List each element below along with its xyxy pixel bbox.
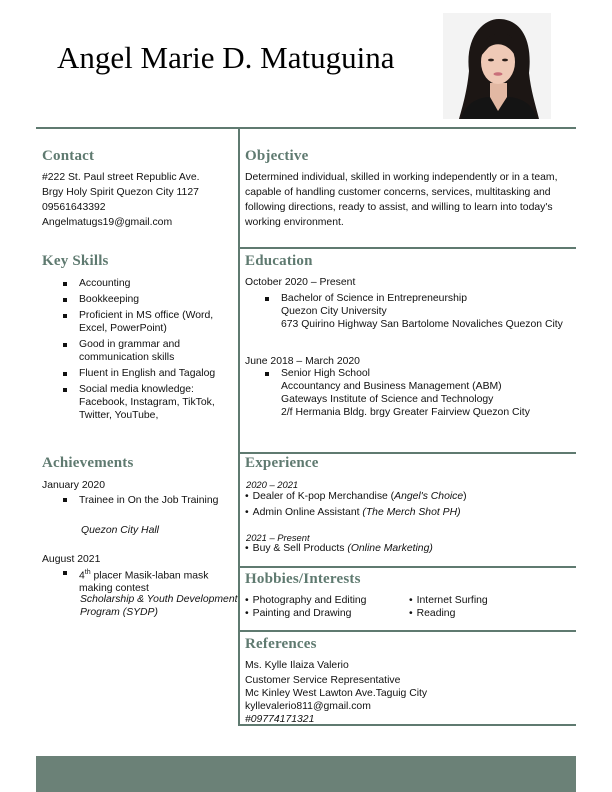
hobby-item: • Painting and Drawing: [245, 607, 366, 620]
profile-photo: [443, 13, 551, 119]
experience-heading: Experience: [245, 455, 319, 471]
achievement-1-title: Trainee in On the Job Training: [79, 493, 229, 508]
objective-text: Determined individual, skilled in working independently or in a team, capable of handling customer concerns, services, multitasking and following directions, ready to assist, and willing to learn into today's working environment.: [245, 172, 558, 228]
skill-item: Good in grammar and communication skills: [79, 338, 235, 364]
contact-phone: 09561643392: [42, 202, 106, 213]
education-1: [281, 292, 571, 331]
experience-1-job-1: • Dealer of K-pop Merchandise (Angel's Choice): [245, 489, 575, 504]
experience-1-date: 2020 – 2021: [246, 479, 299, 490]
education-1-date: October 2020 – Present: [245, 277, 356, 288]
contact-address-line1: #222 St. Paul street Republic Ave.: [42, 172, 200, 183]
education-1-school: Quezon City University: [281, 306, 387, 317]
contact-heading: Contact: [42, 148, 95, 164]
reference-name: Ms. Kylle Ilaiza Valerio: [245, 660, 349, 671]
applicant-name: Angel Marie D. Matuguina: [57, 40, 395, 75]
hobby-item: • Internet Surfing: [409, 594, 488, 607]
achievement-2: [79, 566, 229, 595]
objective-heading: Objective: [245, 148, 309, 164]
contact-address-line2: Brgy Holy Spirit Quezon City 1127: [42, 187, 199, 198]
experience-divider: [240, 566, 576, 568]
column-divider: [238, 128, 240, 726]
header-divider: [36, 127, 576, 129]
achievement-1-date: January 2020: [42, 480, 105, 491]
reference-email[interactable]: kyllevalerio811@gmail.com: [245, 701, 371, 712]
contact-email[interactable]: Angelmatugs19@gmail.com: [42, 217, 173, 228]
hobbies-col-2: [409, 594, 488, 620]
achievement-1-place: Quezon City Hall: [81, 525, 159, 536]
experience-2: [245, 541, 575, 556]
achievements-heading: Achievements: [42, 455, 134, 471]
experience-1-job-2-company: (The Merch Shot PH): [362, 507, 461, 518]
contact-block: [42, 170, 234, 230]
reference-position: Customer Service Representative: [245, 675, 401, 686]
skill-item: Proficient in MS office (Word, Excel, PowerPoint): [79, 309, 235, 335]
education-2-level: Senior High School: [281, 367, 571, 380]
skills-heading: Key Skills: [42, 253, 109, 269]
skill-item: Bookkeeping: [79, 293, 235, 306]
education-divider: [240, 452, 576, 454]
experience-2-date: 2021 – Present: [246, 532, 310, 543]
education-heading: Education: [245, 253, 313, 269]
hobbies-divider: [240, 630, 576, 632]
achievement-2-org: Scholarship & Youth Development Program (SYDP): [80, 594, 238, 618]
achievement-1: [79, 493, 229, 508]
skills-list: [79, 277, 235, 422]
reference-phone: #09774171321: [245, 714, 315, 725]
hobby-item: • Photography and Editing: [245, 594, 366, 607]
achievement-2-rank: 4: [79, 570, 85, 582]
footer-bar: [36, 756, 576, 792]
portrait-image: [443, 13, 551, 119]
education-1-address: 673 Quirino Highway San Bartolome Novaliches Quezon City: [281, 319, 563, 330]
achievement-2-rank-suffix: th: [84, 569, 91, 576]
experience-1-job-1-company: Angel's Choice: [394, 491, 464, 502]
education-2-school: Gateways Institute of Science and Technology: [281, 394, 494, 405]
achievement-2-title: placer Masik-laban mask making contest: [79, 570, 209, 595]
experience-1-job-2: • Admin Online Assistant (The Merch Shot PH): [245, 505, 575, 520]
skill-item: Fluent in English and Tagalog: [79, 367, 235, 380]
skill-item: Accounting: [79, 277, 235, 290]
education-2: [281, 367, 571, 419]
skill-item: Social media knowledge: Facebook, Instagram, TikTok, Twitter, YouTube,: [79, 383, 235, 422]
education-1-degree: Bachelor of Science in Entrepreneurship: [281, 292, 571, 305]
achievement-2-date: August 2021: [42, 554, 101, 565]
experience-2-company: (Online Marketing): [347, 543, 433, 554]
education-2-strand: Accountancy and Business Management (ABM): [281, 381, 502, 392]
references-heading: References: [245, 636, 317, 652]
reference-address: Mc Kinley West Lawton Ave.Taguig City: [245, 688, 428, 699]
hobbies-col-1: [245, 594, 366, 620]
experience-1: [245, 489, 575, 520]
experience-2-job: • Buy & Sell Products (Online Marketing): [245, 541, 575, 556]
reference-details: [245, 674, 575, 726]
education-2-address: 2/f Hermania Bldg. brgy Greater Fairview Quezon City: [281, 407, 530, 418]
hobbies-heading: Hobbies/Interests: [245, 571, 361, 587]
education-2-date: June 2018 – March 2020: [245, 356, 360, 367]
hobby-item: • Reading: [409, 607, 488, 620]
objective-divider: [240, 247, 576, 249]
